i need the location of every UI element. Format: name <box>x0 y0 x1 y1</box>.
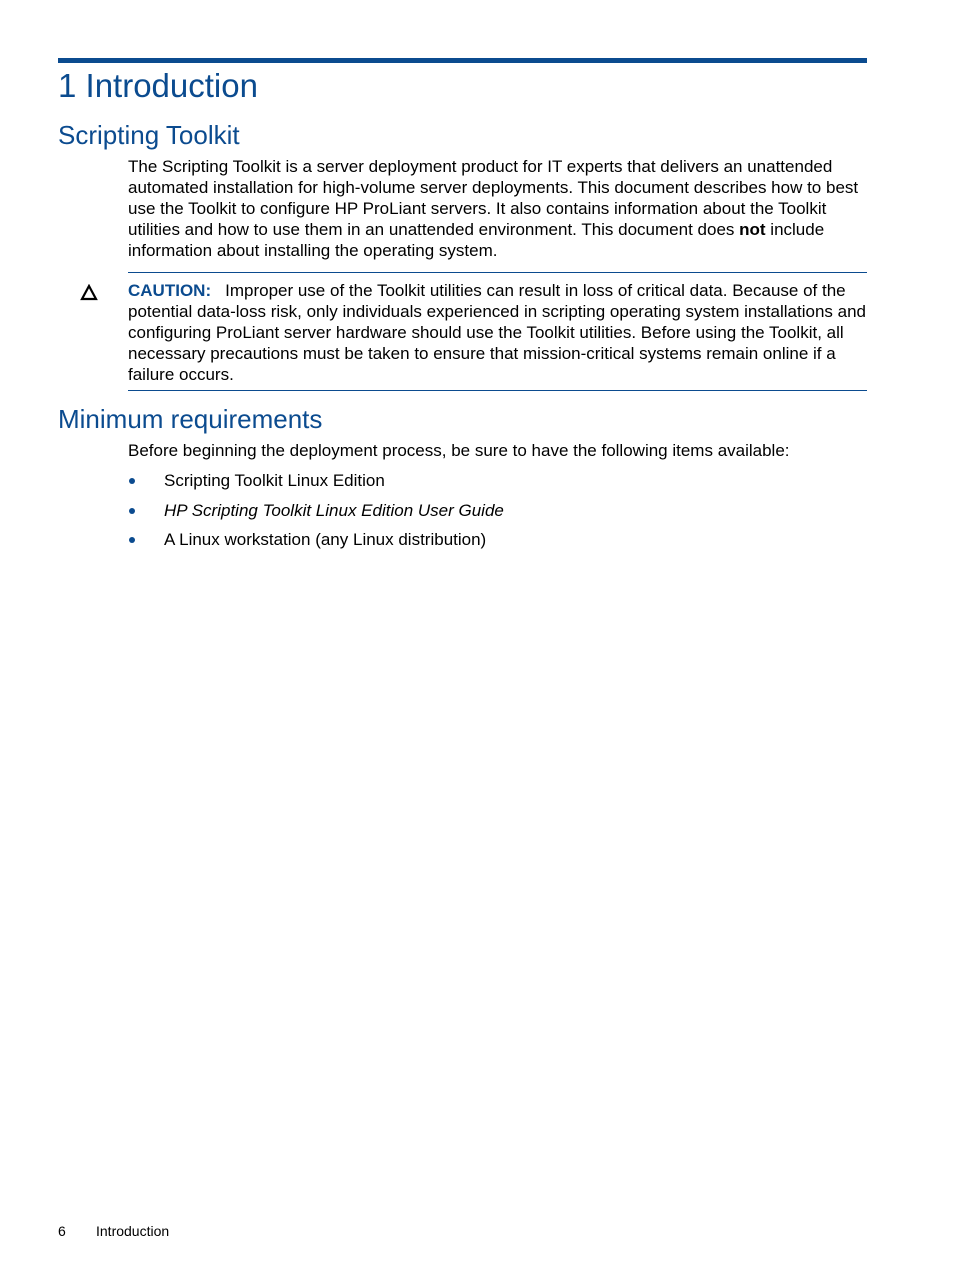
paragraph-text-part-2: include information about installing the operating system. <box>128 220 825 260</box>
caution-triangle-icon <box>80 284 98 301</box>
paragraph-bold-word: not <box>739 220 766 239</box>
section-heading-minimum-requirements: Minimum requirements <box>58 404 323 434</box>
list-item <box>128 528 867 558</box>
caution-text <box>128 280 867 385</box>
scripting-toolkit-paragraph <box>128 156 867 261</box>
requirements-list <box>128 469 867 558</box>
caution-label: CAUTION: <box>128 281 212 300</box>
bullet-icon <box>129 508 135 514</box>
list-item <box>128 499 867 529</box>
chapter-title: 1 Introduction <box>58 67 258 104</box>
requirements-intro: Before beginning the deployment process, be sure to have the following items available: <box>128 441 790 460</box>
bullet-icon <box>129 537 135 543</box>
paragraph-text-part-1: The Scripting Toolkit is a server deployment product for IT experts that delivers an unattended automated installation for high-volume server deployments. This document describes how to best use the Toolkit to configure HP ProLiant servers. It also contains information about the Toolkit utilities and how to use them in an unattended environment. This document does <box>128 157 859 239</box>
list-item-text: HP Scripting Toolkit Linux Edition User Guide <box>164 500 504 520</box>
chapter-top-rule <box>58 58 867 63</box>
list-item-text: A Linux workstation (any Linux distribution) <box>164 530 487 549</box>
caution-callout <box>128 272 867 391</box>
section-heading-scripting-toolkit: Scripting Toolkit <box>58 120 240 150</box>
list-item <box>128 469 867 499</box>
caution-body: Improper use of the Toolkit utilities can result in loss of critical data. Because of the potential data-loss risk, only individuals experienced in scripting operating system installations and configuring ProLiant server hardware should use the Toolkit utilities. Before using the Toolkit, all necessary precautions must be taken to ensure that mission-critical systems remain online if a failure occurs. <box>128 281 867 384</box>
footer-page-number: 6 <box>58 1223 66 1239</box>
bullet-icon <box>129 478 135 484</box>
footer-section-name: Introduction <box>96 1223 170 1239</box>
list-item-text: Scripting Toolkit Linux Edition <box>164 471 385 490</box>
